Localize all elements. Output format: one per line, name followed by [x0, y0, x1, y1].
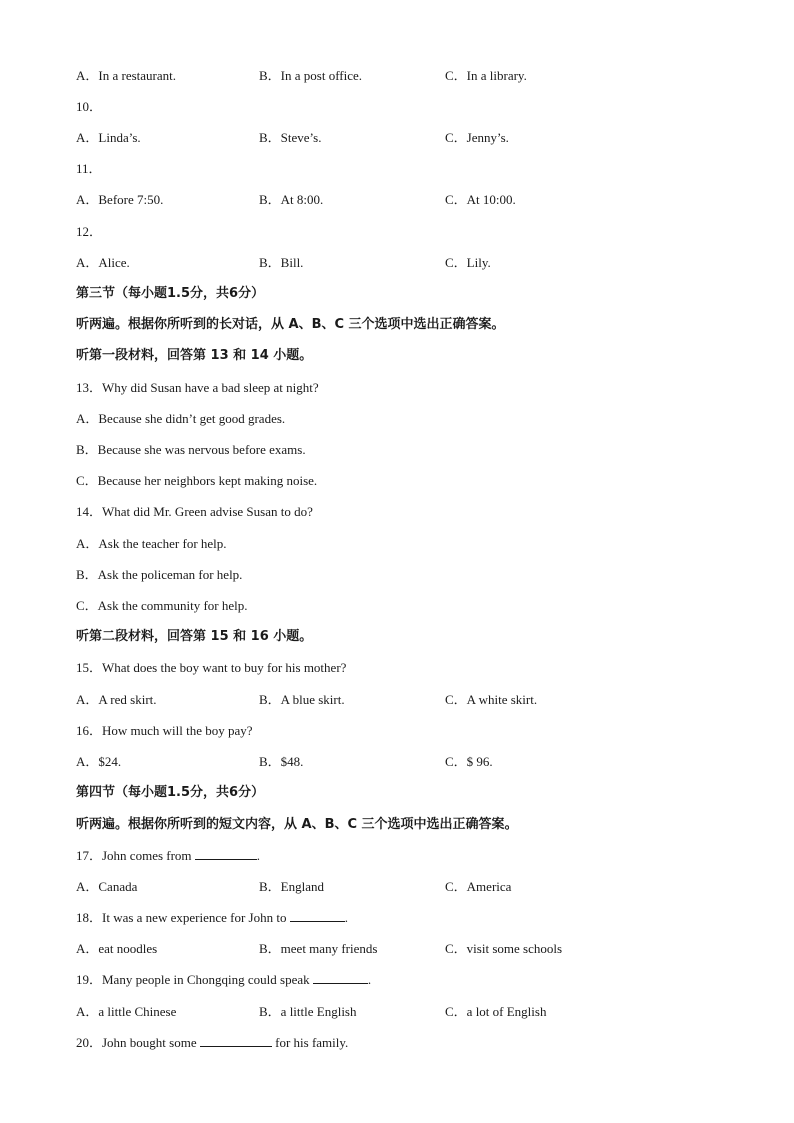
q12-option-b[interactable]: B．Bill. — [259, 255, 304, 270]
q9-option-b[interactable]: B．In a post office. — [259, 68, 363, 83]
q13-question: 13．Why did Susan have a bad sleep at night? — [76, 380, 319, 395]
q9-option-c[interactable]: C．In a library. — [445, 68, 527, 83]
q14-option-c[interactable]: C．Ask the community for help. — [76, 598, 248, 613]
section3-part1-heading: 听第一段材料，回答第 13 和 14 小题。 — [76, 348, 313, 363]
q17-blank — [195, 847, 257, 860]
section3-title: 第三节（每小题1.5分，共6分） — [76, 286, 265, 301]
q15-question: 15．What does the boy want to buy for his mother? — [76, 660, 347, 675]
q19-option-b[interactable]: B．a little English — [259, 1004, 357, 1019]
q17-text: 17．John comes from — [76, 848, 195, 863]
q19-text: 19．Many people in Chongqing could speak — [76, 972, 313, 987]
q16-option-b[interactable]: B．$48. — [259, 754, 304, 769]
q15-option-b[interactable]: B．A blue skirt. — [259, 692, 345, 707]
q12-number: 12． — [76, 224, 103, 239]
q19-question — [76, 971, 371, 989]
q19-option-c[interactable]: C．a lot of English — [445, 1004, 547, 1019]
q10-option-c[interactable]: C．Jenny’s. — [445, 130, 509, 145]
q17-options — [0, 878, 720, 896]
q19-options — [0, 1003, 720, 1021]
q20-question — [76, 1034, 348, 1052]
q10-option-b[interactable]: B．Steve’s. — [259, 130, 322, 145]
section3-part2-heading: 听第二段材料，回答第 15 和 16 小题。 — [76, 629, 313, 644]
q16-option-a[interactable]: A．$24. — [76, 754, 122, 769]
q11-option-a[interactable]: A．Before 7:50. — [76, 192, 164, 207]
q14-option-a[interactable]: A．Ask the teacher for help. — [76, 536, 227, 551]
q20-text-end: for his family. — [271, 1035, 349, 1050]
q18-text: 18．It was a new experience for John to — [76, 910, 290, 925]
q11-options — [0, 191, 720, 209]
q16-question: 16．How much will the boy pay? — [76, 723, 253, 738]
q17-option-b[interactable]: B．England — [259, 879, 324, 894]
q10-options — [0, 129, 720, 147]
q11-option-b[interactable]: B．At 8:00. — [259, 192, 324, 207]
section4-instruction: 听两遍。根据你所听到的短文内容，从 A、B、C 三个选项中选出正确答案。 — [76, 817, 518, 832]
q18-option-c[interactable]: C．visit some schools — [445, 941, 563, 956]
q18-blank — [290, 909, 345, 922]
q9-option-a[interactable]: A．In a restaurant. — [76, 68, 176, 83]
q18-options — [0, 940, 720, 958]
q15-options — [0, 691, 720, 709]
q19-blank — [313, 971, 368, 984]
q12-option-c[interactable]: C．Lily. — [445, 255, 491, 270]
section4-title: 第四节（每小题1.5分，共6分） — [76, 785, 265, 800]
q19-text-end: . — [367, 972, 372, 987]
q11-number: 11． — [76, 161, 102, 176]
q19-option-a[interactable]: A．a little Chinese — [76, 1004, 177, 1019]
q15-option-c[interactable]: C．A white skirt. — [445, 692, 538, 707]
q16-option-c[interactable]: C．$ 96. — [445, 754, 493, 769]
q9-options — [0, 67, 720, 85]
q18-question — [76, 909, 348, 927]
q14-question: 14．What did Mr. Green advise Susan to do? — [76, 504, 313, 519]
q14-option-b[interactable]: B．Ask the policeman for help. — [76, 567, 243, 582]
q13-option-c[interactable]: C．Because her neighbors kept making noise. — [76, 473, 318, 488]
q17-text-end: . — [256, 848, 261, 863]
q11-option-c[interactable]: C．At 10:00. — [445, 192, 516, 207]
q17-option-c[interactable]: C．America — [445, 879, 512, 894]
q15-option-a[interactable]: A．A red skirt. — [76, 692, 157, 707]
q10-number: 10． — [76, 99, 103, 114]
q18-option-a[interactable]: A．eat noodles — [76, 941, 158, 956]
q17-option-a[interactable]: A．Canada — [76, 879, 138, 894]
section3-instruction: 听两遍。根据你所听到的长对话，从 A、B、C 三个选项中选出正确答案。 — [76, 317, 505, 332]
q10-option-a[interactable]: A．Linda’s. — [76, 130, 141, 145]
q13-option-a[interactable]: A．Because she didn’t get good grades. — [76, 411, 286, 426]
q20-blank — [200, 1034, 272, 1047]
q18-text-end: . — [344, 910, 348, 925]
q17-question — [76, 847, 260, 865]
q12-options — [0, 254, 720, 272]
q13-option-b[interactable]: B．Because she was nervous before exams. — [76, 442, 306, 457]
q12-option-a[interactable]: A．Alice. — [76, 255, 130, 270]
q16-options — [0, 753, 720, 771]
q20-text: 20．John bought some — [76, 1035, 200, 1050]
q18-option-b[interactable]: B．meet many friends — [259, 941, 378, 956]
